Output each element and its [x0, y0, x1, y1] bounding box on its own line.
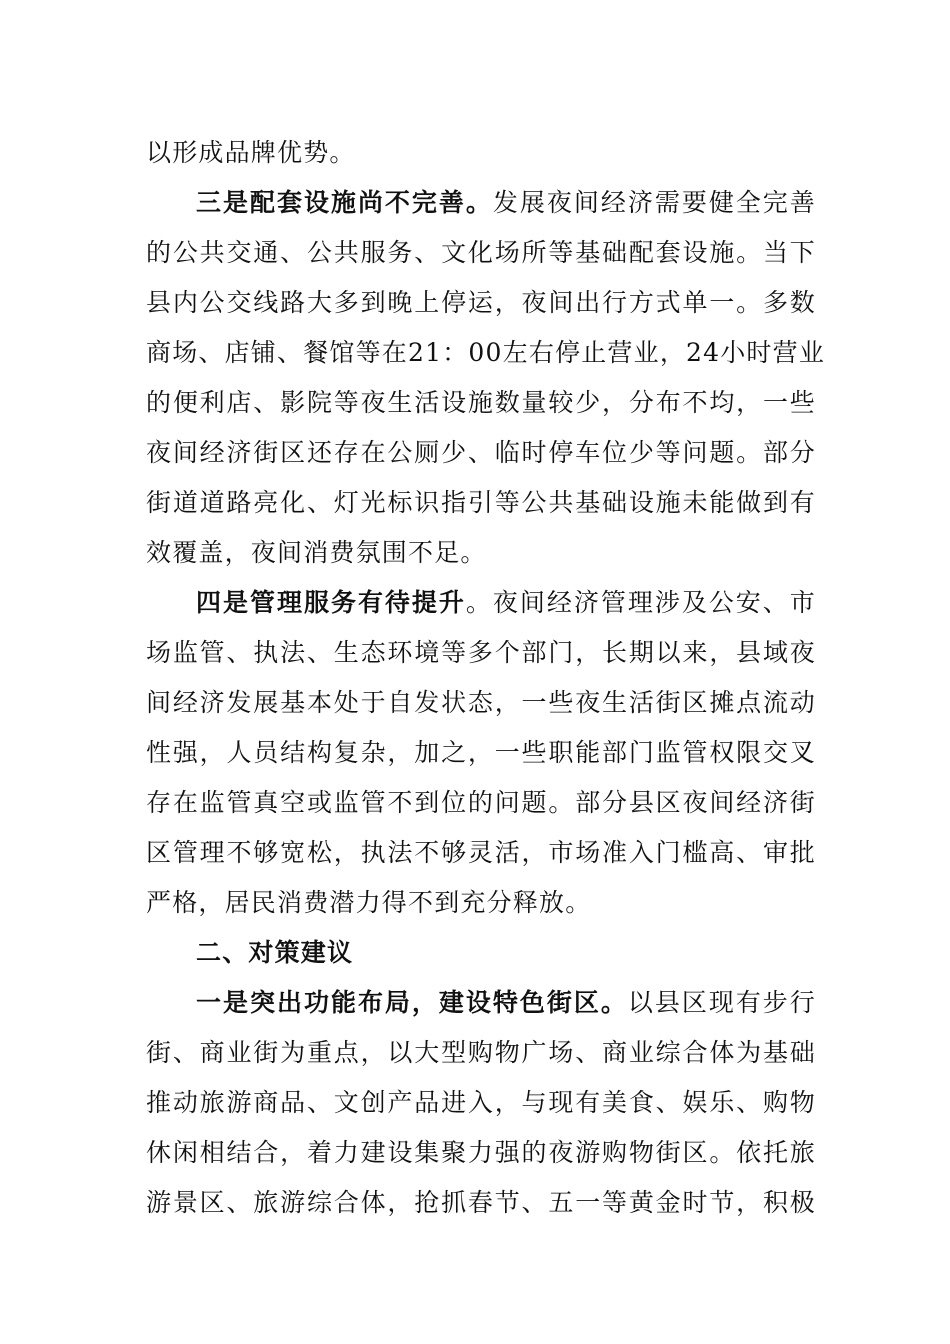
- paragraph-line: [196, 587, 816, 619]
- line-text: 效覆盖，夜间消费氛围不足。: [146, 538, 487, 567]
- paragraph-line: [146, 1137, 816, 1169]
- line-text: 的便利店、影院等夜生活设施数量较少，分布不均，一些: [146, 388, 816, 417]
- line-text: 间经济发展基本处于自发状态，一些夜生活街区摊点流动: [146, 688, 816, 717]
- paragraph-line: [146, 137, 816, 169]
- section-title: [196, 937, 816, 969]
- paragraph-line: [146, 1087, 816, 1119]
- paragraph-line: [146, 537, 816, 569]
- line-text: 休闲相结合，着力建设集聚力强的夜游购物街区。依托旅: [146, 1138, 816, 1167]
- paragraph-line: [146, 387, 816, 419]
- line-text: 街道道路亮化、灯光标识指引等公共基础设施未能做到有: [146, 488, 816, 517]
- line-text: 性强，人员结构复杂，加之，一些职能部门监管权限交叉: [146, 738, 816, 767]
- paragraph-line: [196, 987, 816, 1019]
- line-text: 推动旅游商品、文创产品进入，与现有美食、娱乐、购物: [146, 1088, 816, 1117]
- paragraph-line: [146, 437, 816, 469]
- paragraph-line: [196, 187, 816, 219]
- line-text: 场监管、执法、生态环境等多个部门，长期以来，县域夜: [146, 638, 816, 667]
- section-heading: 二、对策建议: [196, 938, 354, 967]
- paragraph-line: [146, 337, 826, 369]
- line-text: 严格，居民消费潜力得不到充分释放。: [146, 888, 592, 917]
- paragraph-line: [146, 737, 816, 769]
- paragraph-line: [146, 637, 816, 669]
- paragraph-line: [146, 287, 816, 319]
- line-text: 存在监管真空或监管不到位的问题。部分县区夜间经济街: [146, 788, 816, 817]
- line-text: 街、商业街为重点，以大型购物广场、商业综合体为基础: [146, 1038, 816, 1067]
- line-text: 商场、店铺、餐馆等在21：00左右停止营业，24小时营业: [146, 338, 826, 367]
- line-text: 以形成品牌优势。: [146, 138, 356, 167]
- line-text: 以县区现有步行: [627, 988, 817, 1017]
- line-text: 。夜间经济管理涉及公安、市: [465, 588, 816, 617]
- paragraph-line: [146, 887, 816, 919]
- line-text: 县内公交线路大多到晚上停运，夜间出行方式单一。多数: [146, 288, 816, 317]
- paragraph-line: [146, 1037, 816, 1069]
- line-text: 的公共交通、公共服务、文化场所等基础配套设施。当下: [146, 238, 816, 267]
- line-text: 夜间经济街区还存在公厕少、临时停车位少等问题。部分: [146, 438, 816, 467]
- line-text: 发展夜间经济需要健全完善: [492, 188, 817, 217]
- line-text: 区管理不够宽松，执法不够灵活，市场准入门槛高、审批: [146, 838, 816, 867]
- paragraph-line: [146, 1187, 816, 1219]
- section-heading: 四是管理服务有待提升: [196, 588, 466, 617]
- section-heading: 三是配套设施尚不完善。: [196, 188, 493, 217]
- section-heading: 一是突出功能布局，建设特色街区。: [196, 988, 628, 1017]
- paragraph-line: [146, 487, 816, 519]
- paragraph-line: [146, 787, 816, 819]
- line-text: 游景区、旅游综合体，抢抓春节、五一等黄金时节，积极: [146, 1188, 816, 1217]
- paragraph-line: [146, 837, 816, 869]
- paragraph-line: [146, 687, 816, 719]
- paragraph-line: [146, 237, 816, 269]
